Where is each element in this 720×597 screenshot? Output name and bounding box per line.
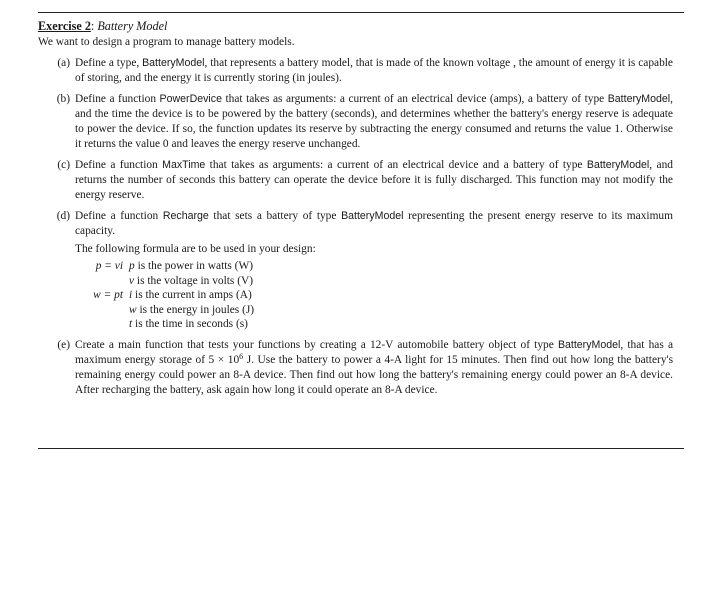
code-term: MaxTime bbox=[162, 159, 206, 171]
code-term: BatteryModel bbox=[341, 210, 404, 222]
formula-definition: p is the power in watts (W) bbox=[129, 260, 254, 272]
formula-equation: w = pt bbox=[93, 289, 123, 301]
item-text: Define a function Recharge that sets a battery of type BatteryModel representing the present energy reserve to its maximum capacity. The following formula are to be used in your design: p = vi p is the power in watts (W) v is the voltage in volts (V) w = pt i is the current in amps (A) w is the energy in joules (J) t is the time in seconds (s) bbox=[75, 210, 673, 330]
code-term: BatteryModel bbox=[142, 57, 205, 69]
formula-intro: The following formula are to be used in your design: bbox=[75, 243, 316, 255]
exercise-name: Battery Model bbox=[97, 19, 168, 33]
formula-definition: t is the time in seconds (s) bbox=[129, 318, 248, 330]
formula-list bbox=[75, 259, 673, 332]
exercise-title: Exercise 2: Battery Model bbox=[38, 19, 168, 33]
item-b bbox=[38, 92, 684, 152]
item-label: (e) bbox=[57, 338, 70, 351]
exercise-number: Exercise 2 bbox=[38, 19, 91, 33]
exercise-intro: We want to design a program to manage battery models. bbox=[38, 36, 295, 48]
item-label: (c) bbox=[57, 159, 70, 171]
bottom-rule bbox=[38, 448, 684, 449]
formula-definition: v is the voltage in volts (V) bbox=[129, 274, 254, 287]
code-term: BatteryModel bbox=[557, 338, 621, 351]
item-label: (b) bbox=[56, 93, 70, 105]
item-text: Define a function PowerDevice that takes as arguments: a current of an electrical device (amps), a battery of type BatteryModel, and the time the device is to be powered by the battery (seconds), and determines whether the battery's energy reserve is adequate to power the device. If so, the function updates its reserve by subtracting the energy consumed and returns the value 1. Otherwise it returns the value 0 and leaves the energy reserve unchanged. bbox=[75, 93, 673, 150]
item-d bbox=[38, 209, 684, 332]
exercise-sheet bbox=[38, 19, 684, 398]
item-text: Create a main function that tests your functions by creating a 12-V automobile battery object of type BatteryModel, that has a maximum energy storage of $5 \times 10^6$ J. Use the battery to power a 4-A light for 15 minutes. Then find out how long the battery's remaining energy could power an 8-A device. Then find out how long the battery's remaining energy could power an 8-A device. After recharging the battery, ask again how long it could operate an 8-A device. bbox=[75, 338, 673, 396]
item-text: Define a type, BatteryModel, that represents a battery model, that is made of the known voltage , the amount of energy it is capable of storing, and the energy it is currently storing (in joules). bbox=[75, 57, 673, 84]
item-label: (a) bbox=[57, 57, 70, 69]
item-c bbox=[38, 158, 684, 203]
code-term: BatteryModel bbox=[607, 93, 671, 105]
code-term: BatteryModel bbox=[586, 159, 650, 171]
item-text: Define a function MaxTime that takes as arguments: a current of an electrical device and a battery of type BatteryModel, and returns the number of seconds this battery can operate the device before it is fully discharged. This function may not modify the energy reserve. bbox=[75, 159, 673, 201]
code-term: Recharge bbox=[162, 210, 209, 222]
item-label: (d) bbox=[56, 210, 70, 222]
top-rule bbox=[38, 12, 684, 13]
code-term: PowerDevice bbox=[159, 93, 222, 105]
formula-equation: p = vi bbox=[95, 260, 123, 272]
formula-definition: w is the energy in joules (J) bbox=[129, 303, 255, 316]
formula-definition: i is the current in amps (A) bbox=[129, 289, 252, 301]
item-a bbox=[38, 56, 684, 86]
exponent: 6 bbox=[239, 351, 244, 361]
item-e bbox=[38, 338, 684, 398]
